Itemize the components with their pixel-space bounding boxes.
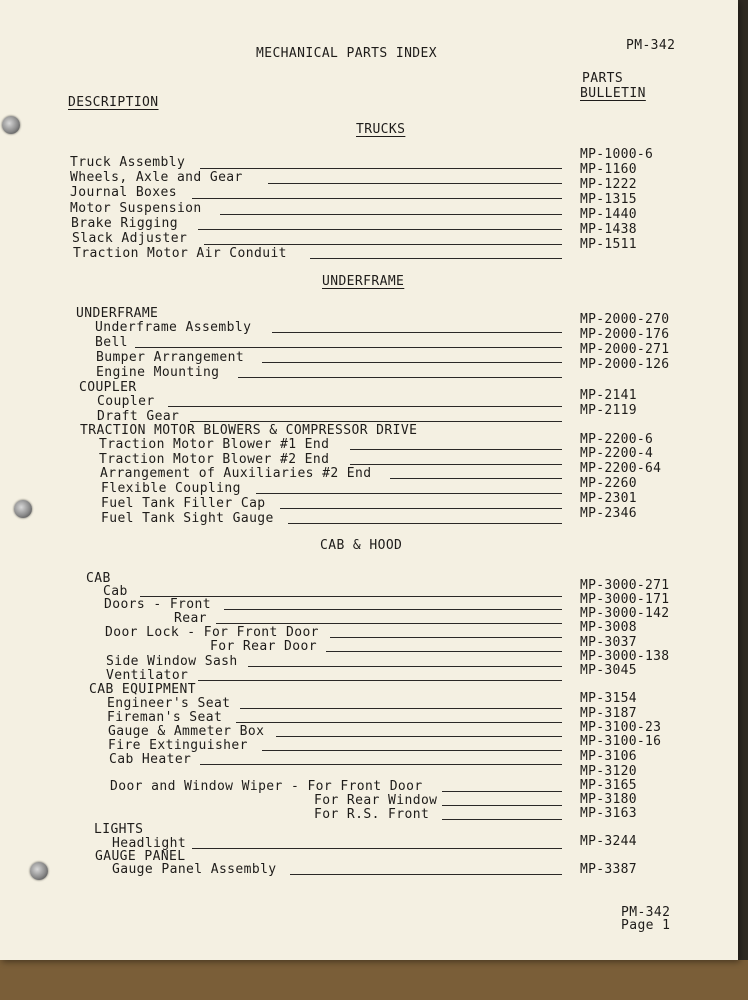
entry-label: Traction Motor Blower #1 End [99, 437, 330, 452]
leader-line [288, 523, 562, 524]
entry-label: Door and Window Wiper - For Front Door [110, 779, 423, 794]
group-title: GAUGE PANEL [95, 849, 186, 864]
leader-line [198, 229, 562, 230]
leader-line [390, 478, 562, 479]
entry-label: Fireman's Seat [107, 710, 223, 725]
entry-label: Truck Assembly [70, 155, 186, 170]
leader-line [350, 449, 562, 450]
group-title: CAB EQUIPMENT [89, 682, 196, 697]
leader-line [326, 651, 562, 652]
leader-line [198, 680, 562, 681]
entry-code: MP-1440 [580, 207, 637, 222]
entry-label: For Rear Door [210, 639, 317, 654]
entry-code: MP-3000-142 [580, 606, 670, 621]
footer-document-id: PM-342 [621, 905, 671, 920]
page-title: MECHANICAL PARTS INDEX [256, 46, 437, 61]
leader-line [200, 168, 562, 169]
leader-line [310, 258, 562, 259]
entry-label: Rear [174, 611, 207, 626]
entry-label: Draft Gear [97, 409, 180, 424]
entry-code: MP-2200-6 [580, 432, 654, 447]
leader-line [442, 819, 562, 820]
leader-line [280, 508, 562, 509]
leader-line [192, 848, 562, 849]
entry-code: MP-3100-16 [580, 734, 662, 749]
entry-label: Doors - Front [104, 597, 211, 612]
entry-code: MP-3008 [580, 620, 637, 635]
entry-code-secondary: MP-3120 [580, 764, 637, 779]
group-title: UNDERFRAME [76, 306, 159, 321]
group-title: CAB [86, 571, 111, 586]
entry-label: Bell [95, 335, 128, 350]
entry-code: MP-2301 [580, 491, 637, 506]
entry-label: Wheels, Axle and Gear [70, 170, 243, 185]
entry-label: Engine Mounting [96, 365, 220, 380]
entry-label: Headlight [112, 836, 187, 851]
column-header-description: DESCRIPTION [68, 95, 159, 110]
entry-code: MP-2200-64 [580, 461, 662, 476]
entry-code: MP-1000-6 [580, 147, 654, 162]
entry-label: Brake Rigging [71, 216, 178, 231]
leader-line [216, 623, 562, 624]
entry-label: Underframe Assembly [95, 320, 252, 335]
section-heading-underframe: UNDERFRAME [322, 274, 405, 289]
entry-code: MP-1438 [580, 222, 637, 237]
entry-label: Fuel Tank Filler Cap [101, 496, 266, 511]
leader-line [272, 332, 562, 333]
entry-code: MP-3000-138 [580, 649, 670, 664]
entry-code: MP-3387 [580, 862, 637, 877]
group-title: TRACTION MOTOR BLOWERS & COMPRESSOR DRIVE [80, 423, 418, 438]
entry-code: MP-3100-23 [580, 720, 662, 735]
entry-code: MP-3244 [580, 834, 637, 849]
leader-line [262, 362, 562, 363]
entry-label: Fire Extinguisher [108, 738, 248, 753]
entry-code: MP-3037 [580, 635, 637, 650]
leader-line [135, 347, 562, 348]
column-header-bulletin: BULLETIN [580, 86, 646, 101]
leader-line [220, 214, 562, 215]
entry-label: Traction Motor Air Conduit [73, 246, 287, 261]
entry-label: Bumper Arrangement [96, 350, 245, 365]
entry-code: MP-3000-171 [580, 592, 670, 607]
leader-line [200, 764, 562, 765]
section-heading-trucks: TRUCKS [356, 122, 406, 137]
entry-label: Slack Adjuster [72, 231, 188, 246]
leader-line [190, 421, 562, 422]
entry-code: MP-2000-126 [580, 357, 670, 372]
binder-hole-bottom [30, 862, 48, 880]
entry-label: Door Lock - For Front Door [105, 625, 319, 640]
entry-label: Journal Boxes [70, 185, 177, 200]
leader-line [276, 736, 562, 737]
entry-label: Cab [103, 584, 128, 599]
entry-label: For R.S. Front [314, 807, 430, 822]
group-title: LIGHTS [94, 822, 144, 837]
entry-label: Motor Suspension [70, 201, 202, 216]
leader-line [248, 666, 562, 667]
leader-line [224, 609, 562, 610]
entry-code: MP-2200-4 [580, 446, 654, 461]
entry-label: Side Window Sash [106, 654, 238, 669]
entry-code: MP-2119 [580, 403, 637, 418]
entry-code: MP-3154 [580, 691, 637, 706]
entry-label: Gauge & Ammeter Box [108, 724, 265, 739]
entry-code: MP-2346 [580, 506, 637, 521]
leader-line [240, 708, 562, 709]
leader-line [236, 722, 562, 723]
entry-code: MP-3106 [580, 749, 637, 764]
entry-code: MP-3187 [580, 706, 637, 721]
entry-label: Cab Heater [109, 752, 192, 767]
binder-hole-middle [14, 500, 32, 518]
group-title: COUPLER [79, 380, 137, 395]
entry-code: MP-1511 [580, 237, 637, 252]
section-heading-cab-hood: CAB & HOOD [320, 538, 403, 553]
entry-label: Ventilator [106, 668, 189, 683]
entry-code: MP-1222 [580, 177, 637, 192]
entry-code: MP-2000-176 [580, 327, 670, 342]
leader-line [442, 805, 562, 806]
leader-line [168, 406, 562, 407]
leader-line [330, 637, 562, 638]
leader-line [256, 493, 562, 494]
leader-line [442, 791, 562, 792]
entry-code: MP-2000-270 [580, 312, 670, 327]
entry-code: MP-3045 [580, 663, 637, 678]
entry-code: MP-1160 [580, 162, 637, 177]
leader-line [204, 244, 562, 245]
entry-label: Gauge Panel Assembly [112, 862, 277, 877]
entry-code: MP-2260 [580, 476, 637, 491]
document-id: PM-342 [626, 38, 676, 53]
leader-line [290, 874, 562, 875]
entry-code: MP-3180 [580, 792, 637, 807]
footer-page-number: Page 1 [621, 918, 671, 933]
entry-code: MP-2000-271 [580, 342, 670, 357]
entry-label: Fuel Tank Sight Gauge [101, 511, 274, 526]
leader-line [238, 377, 562, 378]
background-table-edge [0, 960, 748, 1000]
leader-line [350, 464, 562, 465]
leader-line [262, 750, 562, 751]
leader-line [192, 198, 562, 199]
entry-label: Arrangement of Auxiliaries #2 End [100, 466, 372, 481]
entry-code: MP-3000-271 [580, 578, 670, 593]
leader-line [268, 183, 562, 184]
column-header-parts: PARTS [582, 71, 624, 86]
entry-label: For Rear Window [314, 793, 438, 808]
binder-hole-top [2, 116, 20, 134]
entry-label: Coupler [97, 394, 155, 409]
entry-code: MP-3165 [580, 778, 637, 793]
entry-label: Traction Motor Blower #2 End [99, 452, 330, 467]
entry-label: Flexible Coupling [101, 481, 241, 496]
entry-code: MP-2141 [580, 388, 637, 403]
entry-code: MP-3163 [580, 806, 637, 821]
entry-code: MP-1315 [580, 192, 637, 207]
entry-label: Engineer's Seat [107, 696, 231, 711]
